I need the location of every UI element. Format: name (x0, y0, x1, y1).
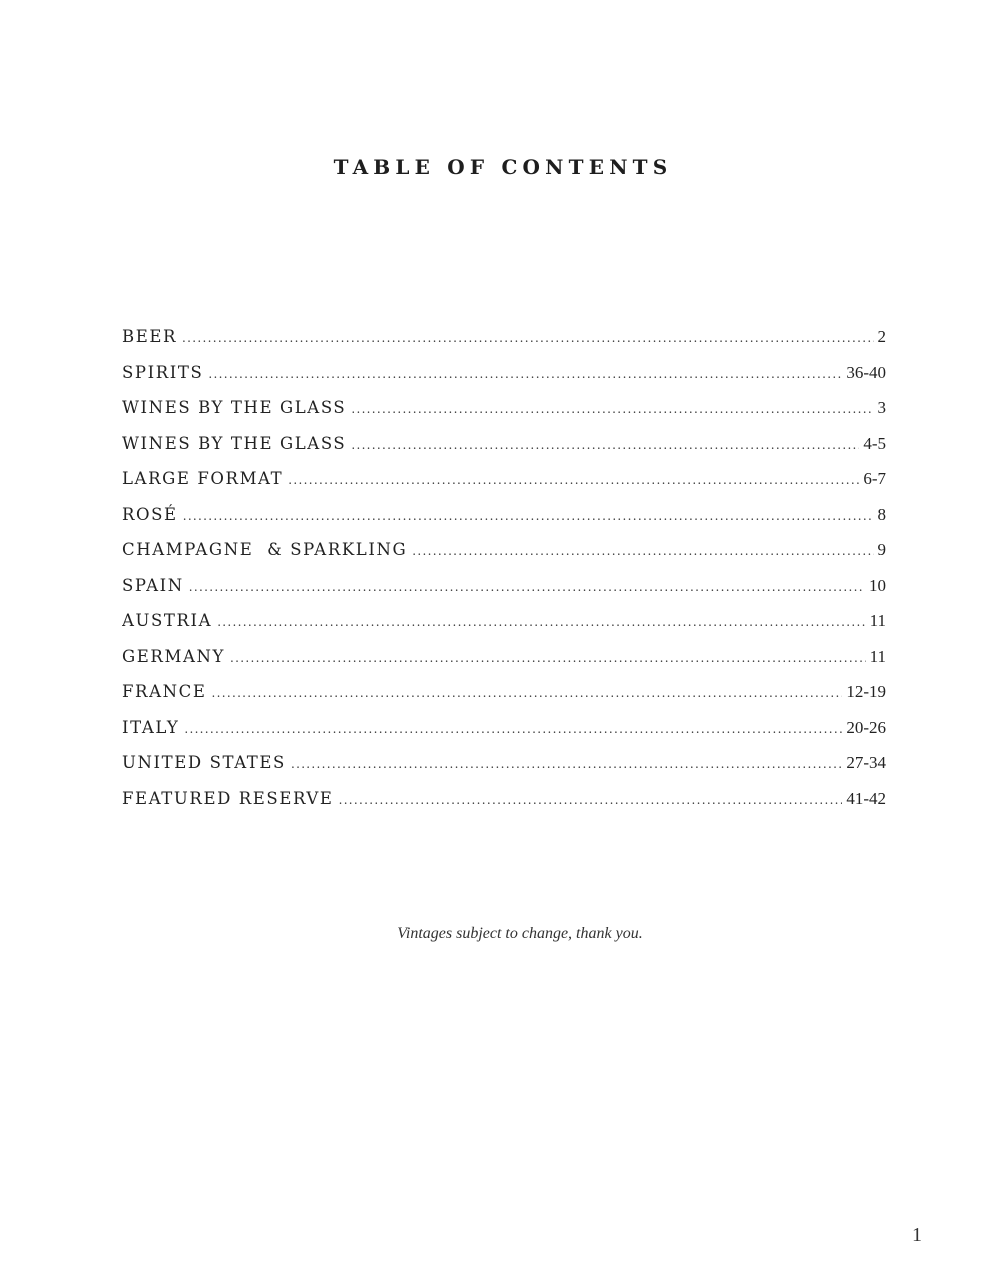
toc-entry-label: SPIRITS (122, 362, 204, 382)
toc-entry-label: BEER (122, 327, 178, 346)
dot-leader (184, 714, 842, 744)
dot-leader (412, 536, 873, 566)
toc-entry-rose (122, 500, 886, 536)
toc-entry-label: SPAIN (122, 575, 184, 595)
toc-entry-label: LARGE FORMAT (122, 469, 284, 488)
toc-entry-page: 12-19 (846, 682, 886, 701)
dot-leader (212, 678, 843, 708)
dot-leader (351, 394, 873, 424)
toc-entry-france (122, 677, 886, 713)
dot-leader (351, 430, 859, 460)
toc-entry-page: 9 (877, 540, 886, 559)
toc-entry-austria (122, 606, 886, 642)
toc-entry-label: ROSÉ (122, 504, 178, 524)
toc-entry-label: WINES BY THE GLASS (122, 433, 347, 453)
toc-entry-spain (122, 571, 886, 607)
dot-leader (339, 785, 843, 815)
toc-entry-page: 41-42 (846, 788, 886, 808)
toc-entry-label: AUSTRIA (122, 611, 213, 630)
toc-entry-page: 27-34 (846, 753, 886, 772)
dot-leader (208, 359, 842, 389)
dot-leader (189, 572, 865, 602)
toc-entry-united-states (122, 748, 886, 784)
toc-entry-wines-by-the-glass-2 (122, 429, 886, 465)
toc-entry-label: ITALY (122, 717, 180, 737)
table-of-contents (122, 322, 886, 819)
toc-entry-wines-by-the-glass (122, 393, 886, 429)
toc-entry-page: 2 (877, 327, 886, 346)
page-title: TABLE OF CONTENTS (333, 155, 673, 179)
toc-entry-label: FRANCE (122, 682, 207, 701)
toc-entry-label: FEATURED RESERVE (122, 788, 334, 808)
dot-leader (217, 607, 865, 637)
toc-entry-page: 11 (869, 646, 886, 666)
toc-entry-label: CHAMPAGNE & SPARKLING (122, 540, 408, 559)
toc-entry-page: 36-40 (846, 362, 886, 382)
toc-entry-large-format (122, 464, 886, 500)
toc-entry-beer (122, 322, 886, 358)
dot-leader (230, 643, 866, 673)
toc-entry-spirits (122, 358, 886, 394)
dot-leader (288, 465, 859, 495)
toc-entry-page: 11 (869, 611, 886, 630)
toc-entry-page: 6-7 (863, 469, 886, 488)
dot-leader (182, 323, 873, 353)
toc-entry-label: UNITED STATES (122, 753, 286, 772)
toc-entry-featured-reserve (122, 784, 886, 820)
toc-entry-page: 10 (869, 575, 886, 595)
toc-entry-label: WINES BY THE GLASS (122, 398, 347, 417)
dot-leader (291, 749, 842, 779)
toc-entry-champagne-sparkling (122, 535, 886, 571)
dot-leader (183, 501, 874, 531)
toc-entry-page: 4-5 (863, 433, 886, 453)
page-number: 1 (912, 1224, 922, 1246)
vintage-note: Vintages subject to change, thank you. (397, 925, 643, 942)
toc-entry-label: GERMANY (122, 646, 225, 666)
toc-entry-page: 3 (877, 398, 886, 417)
toc-entry-italy (122, 713, 886, 749)
toc-entry-page: 20-26 (846, 717, 886, 737)
toc-entry-page: 8 (877, 504, 886, 524)
toc-entry-germany (122, 642, 886, 678)
